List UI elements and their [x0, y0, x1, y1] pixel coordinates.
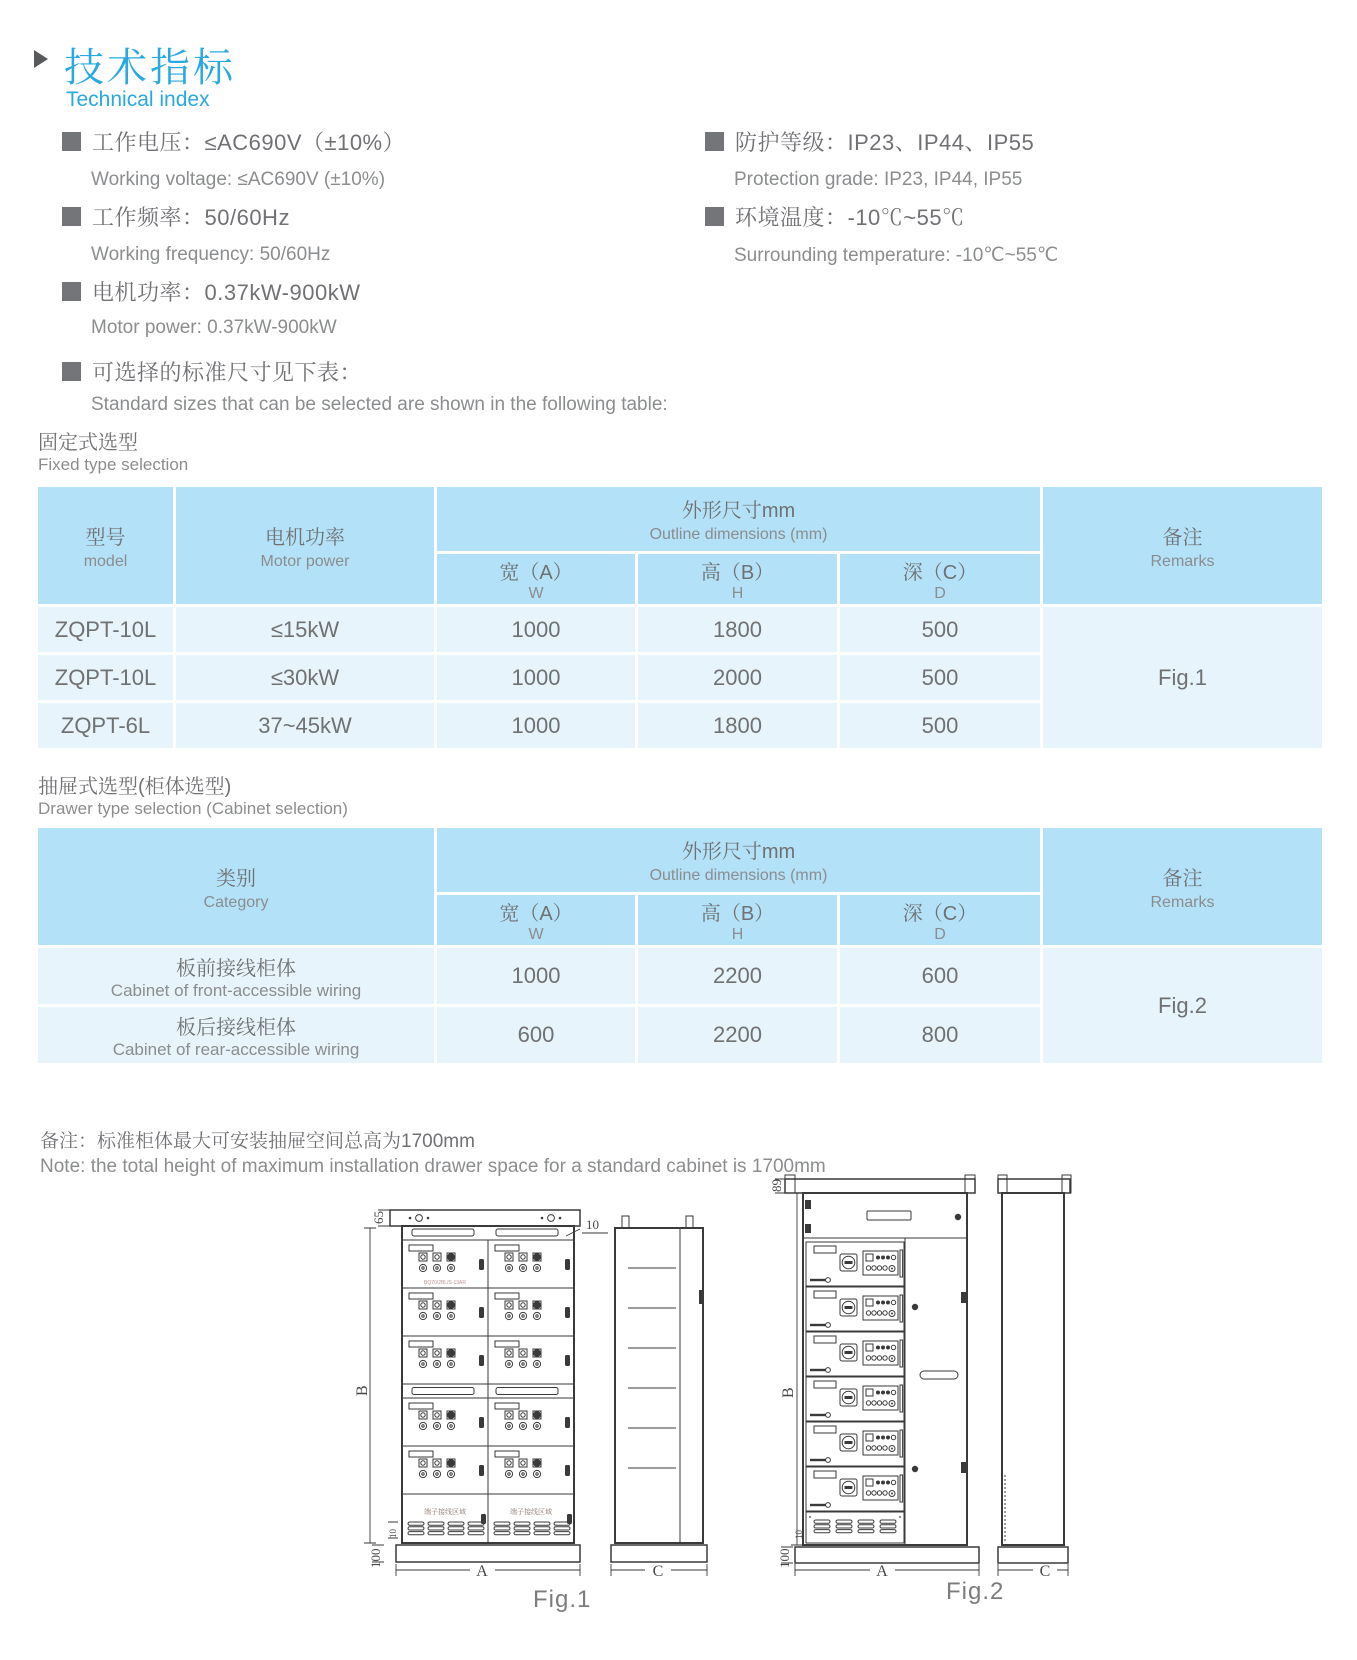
fig1-drawer-tag: BQ70/2BL/S-13AR: [424, 1280, 466, 1286]
fig1-drawing: [330, 1140, 725, 1588]
page-subtitle: Technical index: [66, 88, 210, 111]
header-zh: 类别: [216, 867, 256, 890]
header-en: model: [83, 552, 128, 570]
fig2-side-view: [998, 1175, 1071, 1563]
table-note-zh: 备注：标准柜体最大可安装抽屉空间总高为1700mm: [40, 1131, 475, 1152]
table-note-en: Note: the total height of maximum installation drawer space for a standard cabinet is 1700mm: [40, 1156, 826, 1177]
header-en: Category: [203, 893, 269, 911]
dim-label: C: [652, 1563, 664, 1580]
spec-en: Working voltage: ≤AC690V (±10%): [91, 169, 386, 190]
cell-width: 600: [437, 1007, 635, 1063]
cell-height: 2200: [638, 1007, 837, 1063]
header-zh: 深（C）: [902, 561, 978, 584]
category-en: Cabinet of front-accessible wiring: [110, 980, 362, 1000]
col-header-height: [638, 895, 837, 945]
cell-model: ZQPT-6L: [38, 703, 173, 748]
cell-category: [38, 948, 434, 1004]
header-zh: 宽（A）: [499, 902, 573, 925]
col-header-remarks: [1043, 487, 1322, 604]
spec-item: [62, 201, 290, 232]
spec-item: [705, 126, 1034, 157]
bullet-square-icon: [705, 207, 724, 226]
fixed-section-title-en: Fixed type selection: [38, 455, 189, 474]
header-zh: 外形尺寸mm: [681, 500, 796, 522]
spec-zh: 电机功率：0.37kW-900kW: [92, 280, 361, 305]
header-zh: 备注: [1162, 867, 1203, 890]
dim-label: C: [1039, 1563, 1051, 1580]
dim-label: B: [780, 1387, 797, 1398]
drawer-section-title-zh: 抽屉式选型(柜体选型): [38, 776, 232, 798]
cell-power: 37~45kW: [176, 703, 434, 748]
category-en: Cabinet of rear-accessible wiring: [112, 1039, 360, 1059]
header-en: Remarks: [1150, 893, 1215, 911]
spec-item: [62, 356, 362, 387]
dim-label: 10: [586, 1217, 599, 1232]
category-zh: 板后接线柜体: [176, 1016, 296, 1039]
cell-height: 1800: [638, 703, 837, 748]
col-header-outline: [437, 828, 1040, 892]
dim-label: B: [354, 1385, 371, 1396]
header-zh: 备注: [1162, 526, 1203, 549]
bullet-square-icon: [705, 132, 724, 151]
bullet-square-icon: [62, 207, 81, 226]
header-zh: 宽（A）: [499, 561, 573, 584]
header-en: Outline dimensions (mm): [649, 867, 828, 884]
cell-width: 1000: [437, 948, 635, 1004]
dim-label: 65: [371, 1211, 386, 1224]
header-zh: 外形尺寸mm: [681, 841, 796, 863]
header-en: Remarks: [1150, 552, 1215, 570]
col-header-outline: [437, 487, 1040, 551]
spec-en: Protection grade: IP23, IP44, IP55: [734, 169, 1023, 190]
header-en: Outline dimensions (mm): [649, 526, 828, 543]
cell-category: [38, 1007, 434, 1063]
spec-zh: 防护等级：IP23、IP44、IP55: [735, 130, 1035, 155]
header-en: Motor power: [260, 552, 350, 570]
col-header-depth: [840, 554, 1040, 604]
spec-item: [62, 126, 405, 157]
fig1-terminal-label: 端子接线区域: [510, 1509, 552, 1516]
bullet-square-icon: [62, 362, 81, 381]
dim-label: 10: [794, 1530, 804, 1539]
col-header-category: [38, 828, 434, 945]
cell-height: 2000: [638, 655, 837, 700]
header-en: W: [528, 925, 544, 943]
header-en: W: [528, 584, 544, 602]
dim-label: A: [476, 1563, 488, 1580]
header-zh: 电机功率: [265, 526, 345, 549]
header-zh: 高（B）: [700, 561, 775, 584]
header-zh: 型号: [85, 526, 126, 549]
drawer-section-title-en: Drawer type selection (Cabinet selection): [38, 799, 348, 818]
cell-remark: Fig.1: [1043, 607, 1322, 748]
spec-zh: 工作电压：≤AC690V（±10%）: [92, 130, 406, 155]
drawer-type-table: [38, 828, 1322, 1063]
col-header-model: [38, 487, 173, 604]
spec-zh: 工作频率：50/60Hz: [92, 205, 290, 230]
dim-label: 89: [769, 1179, 784, 1192]
header-zh: 深（C）: [902, 902, 978, 925]
spec-en: Working frequency: 50/60Hz: [91, 244, 331, 265]
cell-remark: Fig.2: [1043, 948, 1322, 1063]
spec-item: [705, 201, 965, 232]
spec-item: [62, 276, 360, 307]
fig1-caption: Fig.1: [533, 1586, 592, 1613]
cell-model: ZQPT-10L: [38, 607, 173, 652]
dim-label: 100: [368, 1548, 383, 1568]
fig2-caption: Fig.2: [946, 1578, 1005, 1605]
fig1-side-view: [611, 1216, 707, 1562]
fig1-front-view: [390, 1210, 580, 1562]
spec-en: Surrounding temperature: -10℃~55℃: [734, 245, 1059, 266]
header-en: H: [731, 925, 744, 943]
sizes-note-en: Standard sizes that can be selected are shown in the following table:: [91, 394, 668, 415]
cell-power: ≤15kW: [176, 607, 434, 652]
page-title: 技术指标: [64, 46, 236, 90]
cell-height: 2200: [638, 948, 837, 1004]
header-en: D: [934, 925, 946, 943]
col-header-power: [176, 487, 434, 604]
fig1-terminal-label: 端子接线区域: [424, 1509, 466, 1516]
col-header-remarks: [1043, 828, 1322, 945]
fig2-drawing: [715, 1140, 1115, 1588]
fig2-front-view: [785, 1175, 979, 1563]
col-header-width: [437, 554, 635, 604]
cell-width: 1000: [437, 703, 635, 748]
col-header-height: [638, 554, 837, 604]
cell-depth: 600: [840, 948, 1040, 1004]
cell-width: 1000: [437, 655, 635, 700]
bullet-square-icon: [62, 132, 81, 151]
dim-label: A: [876, 1563, 888, 1580]
fig2-dimensions: [769, 1179, 1068, 1580]
cell-power: ≤30kW: [176, 655, 434, 700]
cell-depth: 500: [840, 703, 1040, 748]
category-zh: 板前接线柜体: [176, 957, 296, 980]
cell-depth: 500: [840, 655, 1040, 700]
cell-model: ZQPT-10L: [38, 655, 173, 700]
col-header-depth: [840, 895, 1040, 945]
spec-zh: 环境温度：-10℃~55℃: [735, 205, 965, 230]
bullet-square-icon: [62, 282, 81, 301]
header-zh: 高（B）: [700, 902, 775, 925]
cell-height: 1800: [638, 607, 837, 652]
sizes-note-zh: 可选择的标准尺寸见下表：: [92, 360, 363, 385]
dim-label: 100: [777, 1548, 792, 1568]
header-en: H: [731, 584, 744, 602]
section-arrow-icon: [34, 50, 48, 68]
cell-depth: 500: [840, 607, 1040, 652]
dim-label: 10: [388, 1529, 398, 1538]
cell-width: 1000: [437, 607, 635, 652]
col-header-width: [437, 895, 635, 945]
fixed-type-table: [38, 487, 1322, 748]
header-en: D: [934, 584, 946, 602]
cell-depth: 800: [840, 1007, 1040, 1063]
spec-en: Motor power: 0.37kW-900kW: [91, 317, 337, 338]
fixed-section-title-zh: 固定式选型: [38, 432, 138, 454]
